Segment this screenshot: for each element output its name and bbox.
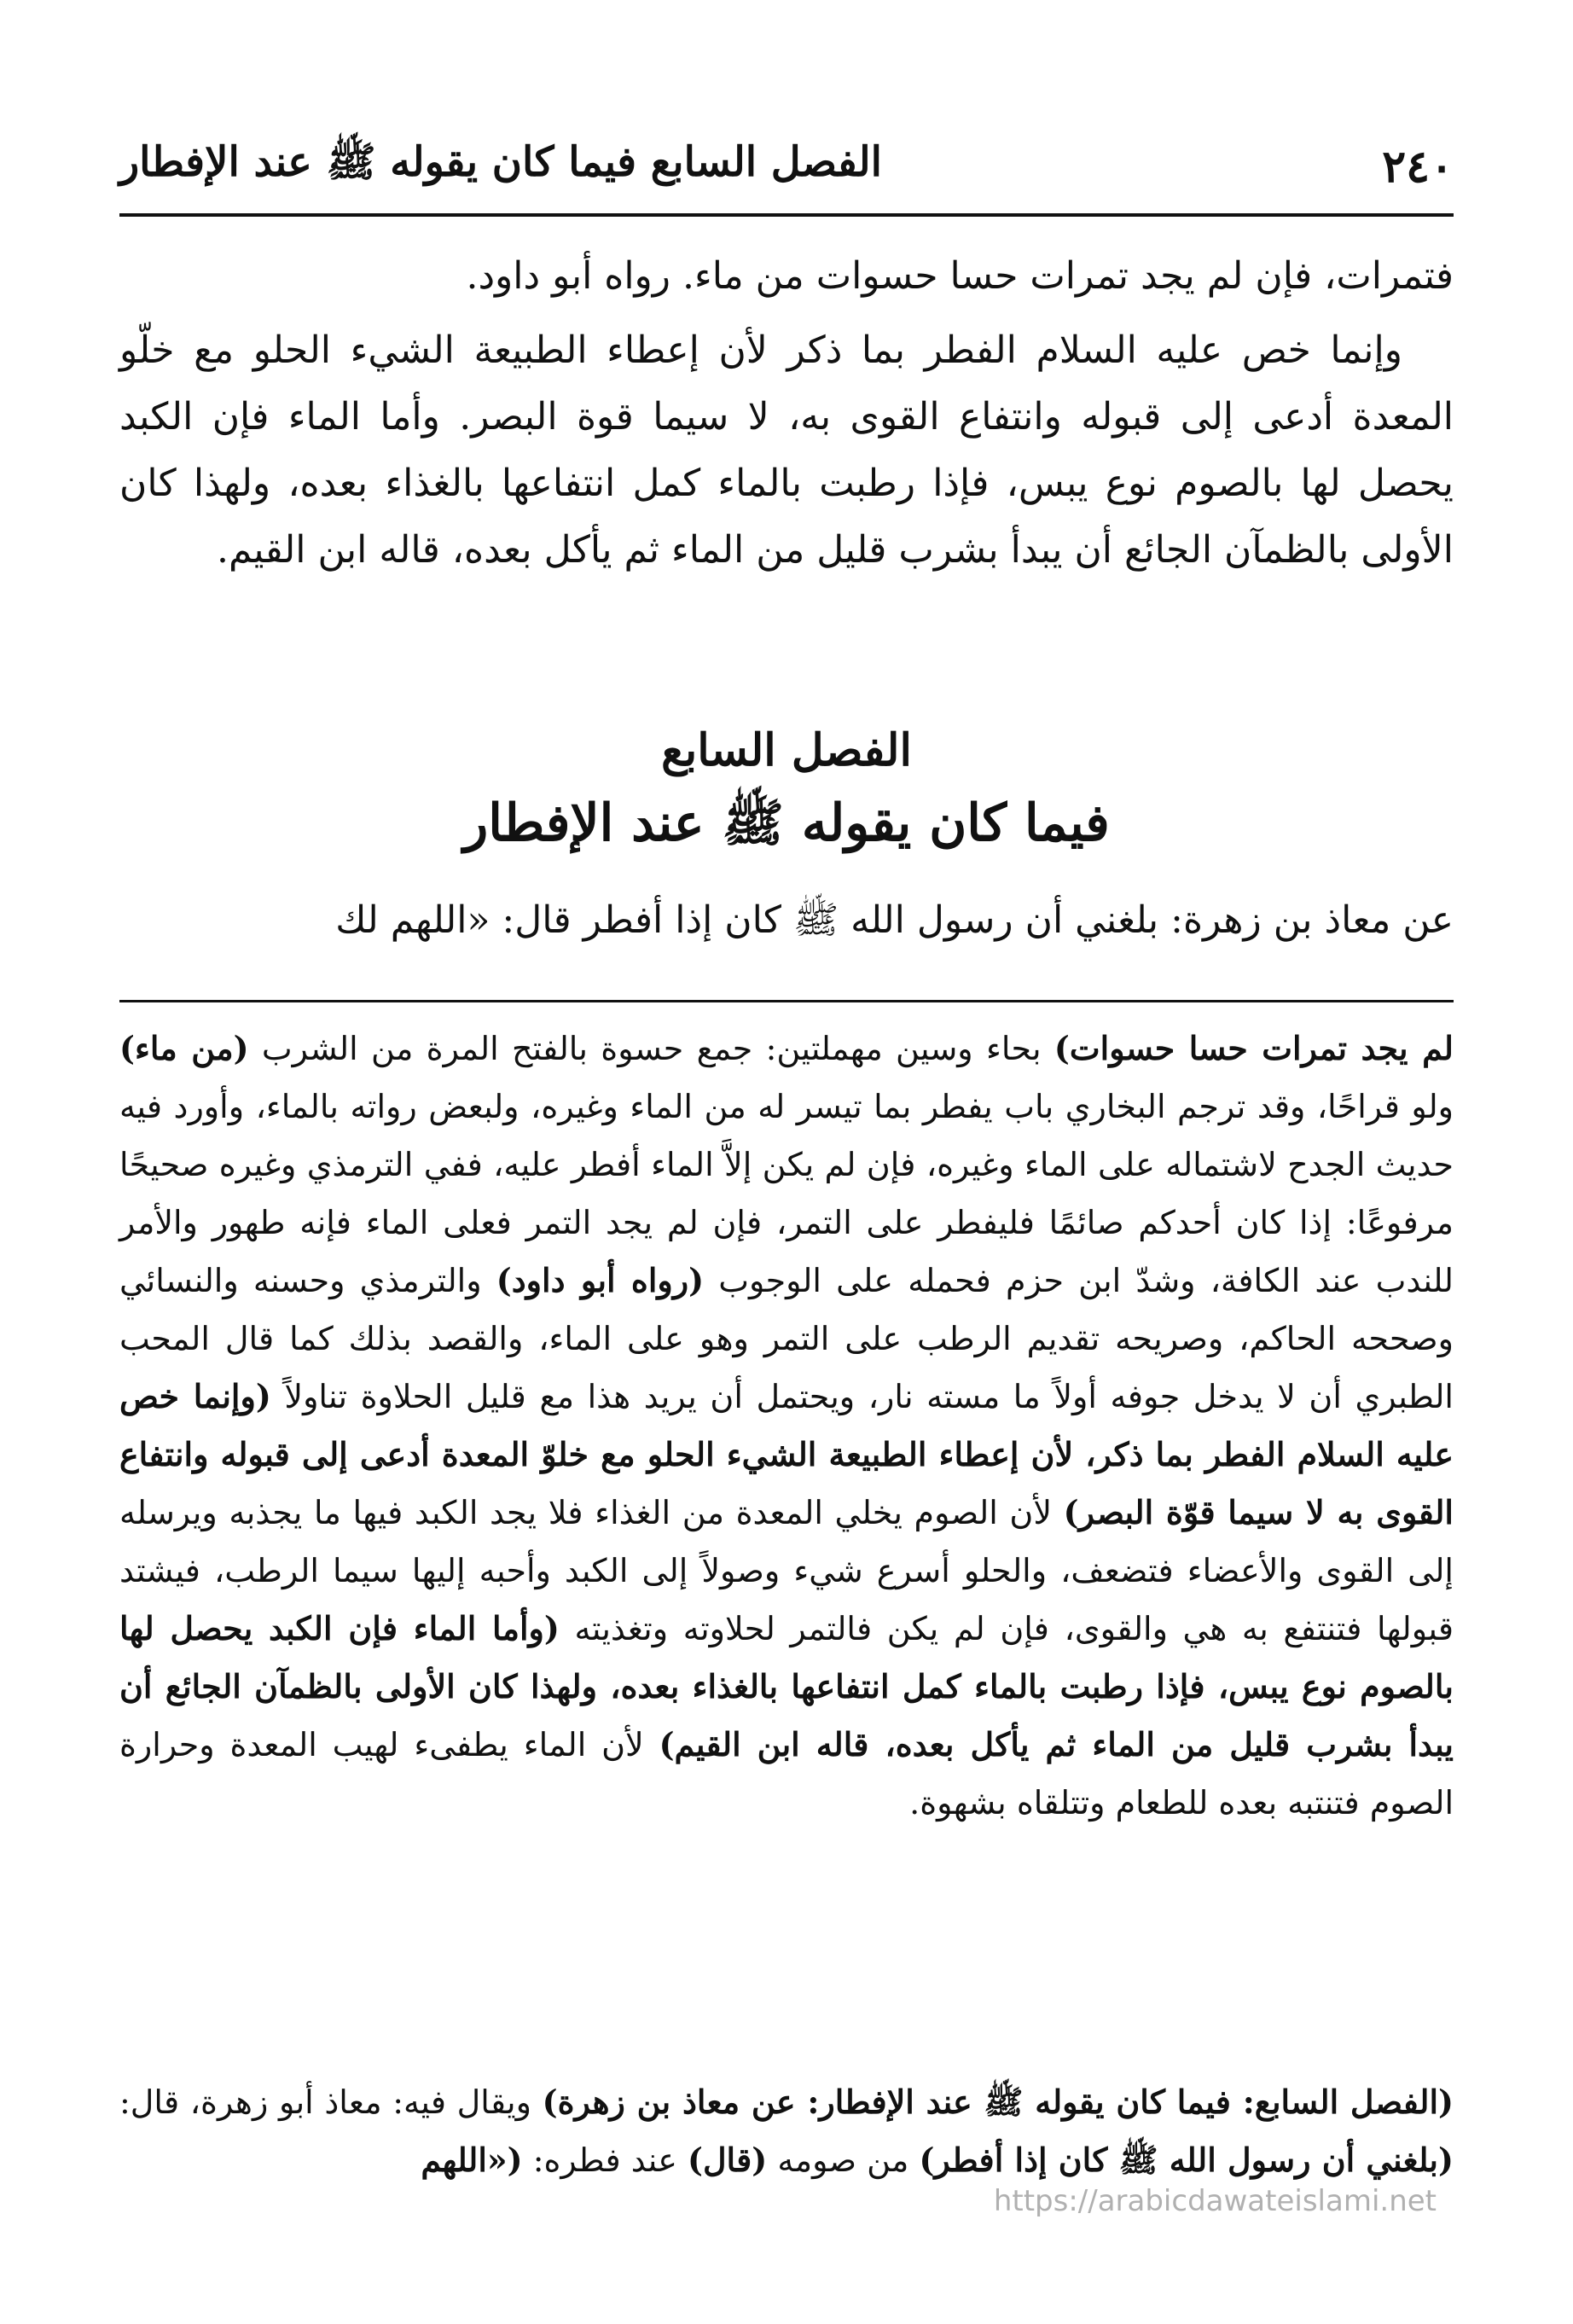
chapter-title: فيما كان يقوله ﷺ عند الإفطار <box>463 793 1110 853</box>
note-text: من صومه <box>767 2141 920 2179</box>
note-quote: (وأما الماء فإن الكبد يحصل لها بالصوم نوع يبس، فإذا رطبت بالماء كمل انتفاعها بالغذاء بعده، ولهذا كان الأولى بالظمآن الجائع أن يبدأ بشرب قليل من الماء ثم يأكل بعده، قاله ابن القيم) <box>119 1609 1454 1763</box>
note-text: لأن الماء يطفىء لهيب المعدة وحرارة الصوم فتنتبه بعده للطعام وتتلقاه بشهوة. <box>119 1726 1454 1821</box>
note-text: والترمذي وحسنه والنسائي وصححه الحاكم، وصريحه تقديم الرطب على التمر وهو على الماء، والقصد بذلك كما قال المحب الطبري أن لا يدخل جوفه أولاً ما مسته نار، ويحتمل أن يريد هذا مع قليل الحلاوة تناولاً <box>119 1262 1454 1415</box>
running-title: الفصل السابع فيما كان يقوله ﷺ عند الإفطار <box>119 137 882 186</box>
note-text: بحاء وسين مهملتين: جمع حسوة بالفتح المرة من الشرب <box>248 1030 1054 1067</box>
note-text: لأن الصوم يخلي المعدة من الغذاء فلا يجد الكبد فيها ما يجذبه ويرسله إلى القوى والأعضاء فتضعف، والحلو أسرع شيء وصولاً إلى الكبد وأحبه إليها سيما الرطب، فيشتد قبولها فتنتفع به هي والقوى، فإن لم يكن فالتمر لحلاوته وتغذيته <box>119 1494 1454 1647</box>
chapter-intro: عن معاذ بن زهرة: بلغني أن رسول الله ﷺ كان إذا أفطر قال: «اللهم لك <box>335 898 1454 942</box>
note-text: ويقال فيه: معاذ أبو زهرة، قال: <box>119 2083 543 2121</box>
main-text-line-top: فتمرات، فإن لم يجد تمرات حسا حسوات من ماء. رواه أبو داود. <box>466 254 1454 298</box>
note-text: ولو قراحًا، وقد ترجم البخاري باب يفطر بما تيسر له من الماء وغيره، ولبعض رواته بالماء، وأورد فيه حديث الجدح لاشتماله على الماء وغيره، فإن لم يكن إلاَّ الماء أفطر عليه، ففي الترمذي وغيره صحيحًا مرفوعًا: إذا كان أحدكم صائمًا فليفطر على التمر، فإن لم يجد التمر فعلى الماء فإنه طهور والأمر للندب عند الكافة، وشدّ ابن حزم فحمله على الوجوب <box>119 1088 1454 1299</box>
note-quote: (وإنما خص عليه السلام الفطر بما ذكر، لأن إعطاء الطبيعة الشيء الحلو مع خلوّ المعدة أدعى إلى قبوله وانتفاع القوى به لا سيما قوّة البصر) <box>119 1377 1454 1531</box>
note-quote: («اللهم <box>421 2141 523 2179</box>
commentary-note-1 <box>119 1020 1454 1832</box>
page-header <box>119 128 1454 217</box>
chapter-label: الفصل السابع <box>661 724 912 776</box>
note-quote: (بلغني أن رسول الله ﷺ كان إذا أفطر) <box>919 2141 1454 2179</box>
commentary-note-2 <box>119 2073 1454 2189</box>
note-quote: (رواه أبو داود) <box>496 1261 705 1299</box>
note-quote: (قال) <box>687 2141 768 2179</box>
note-quote: (الفصل السابع: فيما كان يقوله ﷺ عند الإفطار: عن معاذ بن زهرة) <box>542 2083 1454 2121</box>
note-text: عند فطره: <box>522 2141 688 2179</box>
watermark-url: https://arabicdawateislami.net <box>993 2184 1437 2218</box>
main-paragraph: وإنما خص عليه السلام الفطر بما ذكر لأن إعطاء الطبيعة الشيء الحلو مع خلّو المعدة أدعى إلى قبوله وانتفاع القوى به، لا سيما قوة البصر. وأما الماء فإن الكبد يحصل لها بالصوم نوع يبس، فإذا رطبت بالماء كمل انتفاعها بالغذاء بعده، ولهذا كان الأولى بالظمآن الجائع أن يبدأ بشرب قليل من الماء ثم يأكل بعده، قاله ابن القيم. <box>119 328 1454 572</box>
note-quote: (من ماء) <box>119 1029 249 1067</box>
footnote-separator <box>119 1000 1454 1002</box>
note-quote: لم يجد تمرات حسا حسوات) <box>1054 1029 1454 1067</box>
page-number: ٢٤٠ <box>1382 140 1454 193</box>
